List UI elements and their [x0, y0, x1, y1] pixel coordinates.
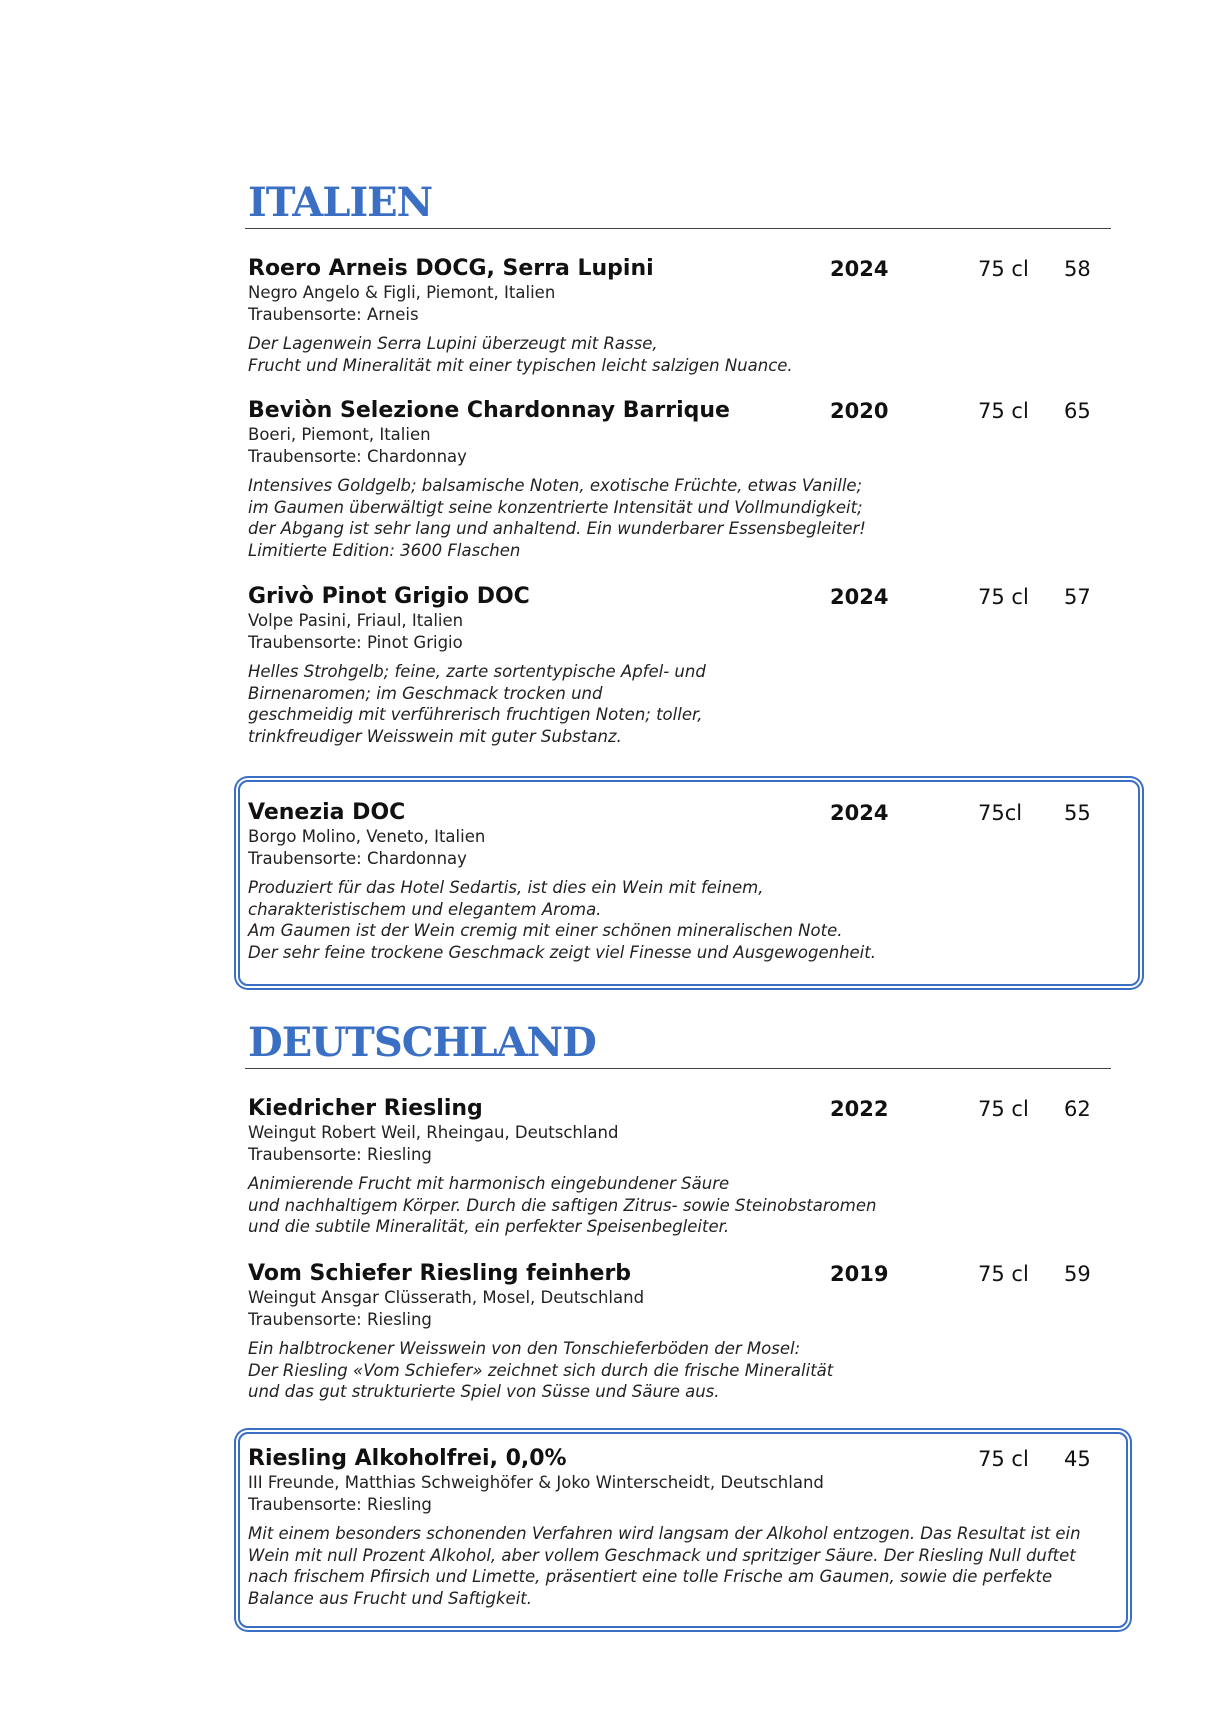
wine-description: [248, 1173, 1108, 1238]
wine-entry: [248, 1096, 1108, 1238]
wine-price: 58: [1064, 257, 1091, 281]
description-line: im Gaumen überwältigt seine konzentrierte Intensität und Vollmundigkeit;: [248, 497, 863, 517]
description-line: charakteristischem und elegantem Aroma.: [248, 899, 602, 919]
wine-entry-featured: [248, 800, 1108, 963]
wine-description: [248, 333, 1108, 376]
wine-description: [248, 475, 1108, 561]
wine-price: 62: [1064, 1097, 1091, 1121]
wine-grape: Traubensorte: Riesling: [248, 1309, 432, 1329]
description-line: Limitierte Edition: 3600 Flaschen: [248, 540, 521, 560]
section-divider: [245, 228, 1111, 229]
wine-producer: Borgo Molino, Veneto, Italien: [248, 827, 486, 846]
description-paragraph: Mit einem besonders schonenden Verfahren wird langsam der Alkohol entzogen. Das Resultat ist ein Wein mit null Prozent Alkohol, aber vollem Geschmack und spritziger Säure. Der Riesling Null duftet nach frischem Pfirsich und Limette, präsentiert eine tolle Frische am Gaumen, sowie die perfekte Balance aus Frucht und Saftigkeit.: [248, 1524, 1081, 1608]
description-line: Intensives Goldgelb; balsamische Noten, exotische Früchte, etwas Vanille;: [248, 476, 863, 495]
description-line: Frucht und Mineralität mit einer typischen leicht salzigen Nuance.: [248, 355, 793, 375]
wine-grape: Traubensorte: Pinot Grigio: [248, 632, 463, 652]
description-line: Der Riesling «Vom Schiefer» zeichnet sich durch die frische Mineralität: [248, 1360, 834, 1380]
wine-name: Grivò Pinot Grigio DOC: [248, 584, 530, 609]
wine-entry: [248, 584, 1108, 747]
wine-grape: Traubensorte: Riesling: [248, 1494, 432, 1514]
description-line: Birnenaromen; im Geschmack trocken und: [248, 683, 603, 703]
wine-description: [248, 1338, 1108, 1403]
description-line: und die subtile Mineralität, ein perfekter Speisenbegleiter.: [248, 1217, 730, 1236]
wine-name: Beviòn Selezione Chardonnay Barrique: [248, 398, 730, 423]
wine-volume: 75 cl: [978, 1262, 1029, 1286]
wine-name: Vom Schiefer Riesling feinherb: [248, 1261, 632, 1286]
wine-grape: Traubensorte: Chardonnay: [248, 446, 467, 466]
wine-year: 2024: [830, 257, 889, 281]
description-line: Produziert für das Hotel Sedartis, ist dies ein Wein mit feinem,: [248, 878, 764, 897]
section-title-deutschland: DEUTSCHLAND: [248, 1019, 596, 1066]
description-line: geschmeidig mit verführerisch fruchtigen Noten; toller,: [248, 705, 703, 724]
wine-volume: 75 cl: [978, 257, 1029, 281]
wine-volume: 75 cl: [978, 399, 1029, 423]
wine-year: 2020: [830, 399, 889, 423]
wine-producer: Weingut Ansgar Clüsserath, Mosel, Deutschland: [248, 1288, 645, 1307]
wine-price: 57: [1064, 585, 1091, 609]
wine-producer: Negro Angelo & Figli, Piemont, Italien: [248, 283, 556, 302]
wine-year: 2024: [830, 585, 889, 609]
wine-entry-featured: [248, 1446, 1108, 1609]
description-line: und das gut strukturierte Spiel von Süsse und Säure aus.: [248, 1382, 720, 1401]
wine-name: Kiedricher Riesling: [248, 1096, 483, 1121]
section-divider: [245, 1068, 1111, 1069]
wine-volume: 75 cl: [978, 585, 1029, 609]
wine-name: Venezia DOC: [248, 800, 406, 825]
wine-volume: 75 cl: [978, 1447, 1029, 1471]
wine-grape: Traubensorte: Arneis: [248, 304, 419, 324]
wine-description: [248, 1523, 1110, 1609]
description-line: Der Lagenwein Serra Lupini überzeugt mit Rasse,: [248, 334, 658, 353]
description-line: Helles Strohgelb; feine, zarte sortentypische Apfel- und: [248, 662, 706, 681]
wine-name: Roero Arneis DOCG, Serra Lupini: [248, 256, 654, 281]
wine-grape: Traubensorte: Riesling: [248, 1144, 432, 1164]
wine-description: [248, 877, 1108, 963]
wine-name: Riesling Alkoholfrei, 0,0%: [248, 1446, 567, 1471]
wine-price: 59: [1064, 1262, 1091, 1286]
section-title-italien: ITALIEN: [248, 179, 433, 226]
wine-year: 2019: [830, 1262, 889, 1286]
description-line: Der sehr feine trockene Geschmack zeigt viel Finesse und Ausgewogenheit.: [248, 942, 876, 962]
wine-producer: III Freunde, Matthias Schweighöfer & Joko Winterscheidt, Deutschland: [248, 1473, 824, 1492]
wine-entry: [248, 1261, 1108, 1403]
wine-price: 65: [1064, 399, 1091, 423]
wine-volume: 75cl: [978, 801, 1023, 825]
wine-producer: Boeri, Piemont, Italien: [248, 425, 431, 444]
description-line: und nachhaltigem Körper. Durch die saftigen Zitrus- sowie Steinobstaromen: [248, 1195, 877, 1215]
wine-description: [248, 661, 1108, 747]
wine-price: 55: [1064, 801, 1091, 825]
wine-year: 2024: [830, 801, 889, 825]
wine-volume: 75 cl: [978, 1097, 1029, 1121]
description-line: der Abgang ist sehr lang und anhaltend. Ein wunderbarer Essensbegleiter!: [248, 519, 866, 538]
wine-producer: Volpe Pasini, Friaul, Italien: [248, 611, 464, 630]
wine-year: 2022: [830, 1097, 889, 1121]
wine-producer: Weingut Robert Weil, Rheingau, Deutschland: [248, 1123, 619, 1142]
wine-entry: [248, 398, 1108, 561]
wine-grape: Traubensorte: Chardonnay: [248, 848, 467, 868]
description-line: Animierende Frucht mit harmonisch eingebundener Säure: [248, 1174, 730, 1193]
wine-price: 45: [1064, 1447, 1091, 1471]
description-line: Am Gaumen ist der Wein cremig mit einer schönen mineralischen Note.: [248, 921, 843, 940]
description-line: trinkfreudiger Weisswein mit guter Substanz.: [248, 726, 622, 746]
description-line: Ein halbtrockener Weisswein von den Tonschieferböden der Mosel:: [248, 1339, 801, 1358]
wine-entry: [248, 256, 1108, 376]
